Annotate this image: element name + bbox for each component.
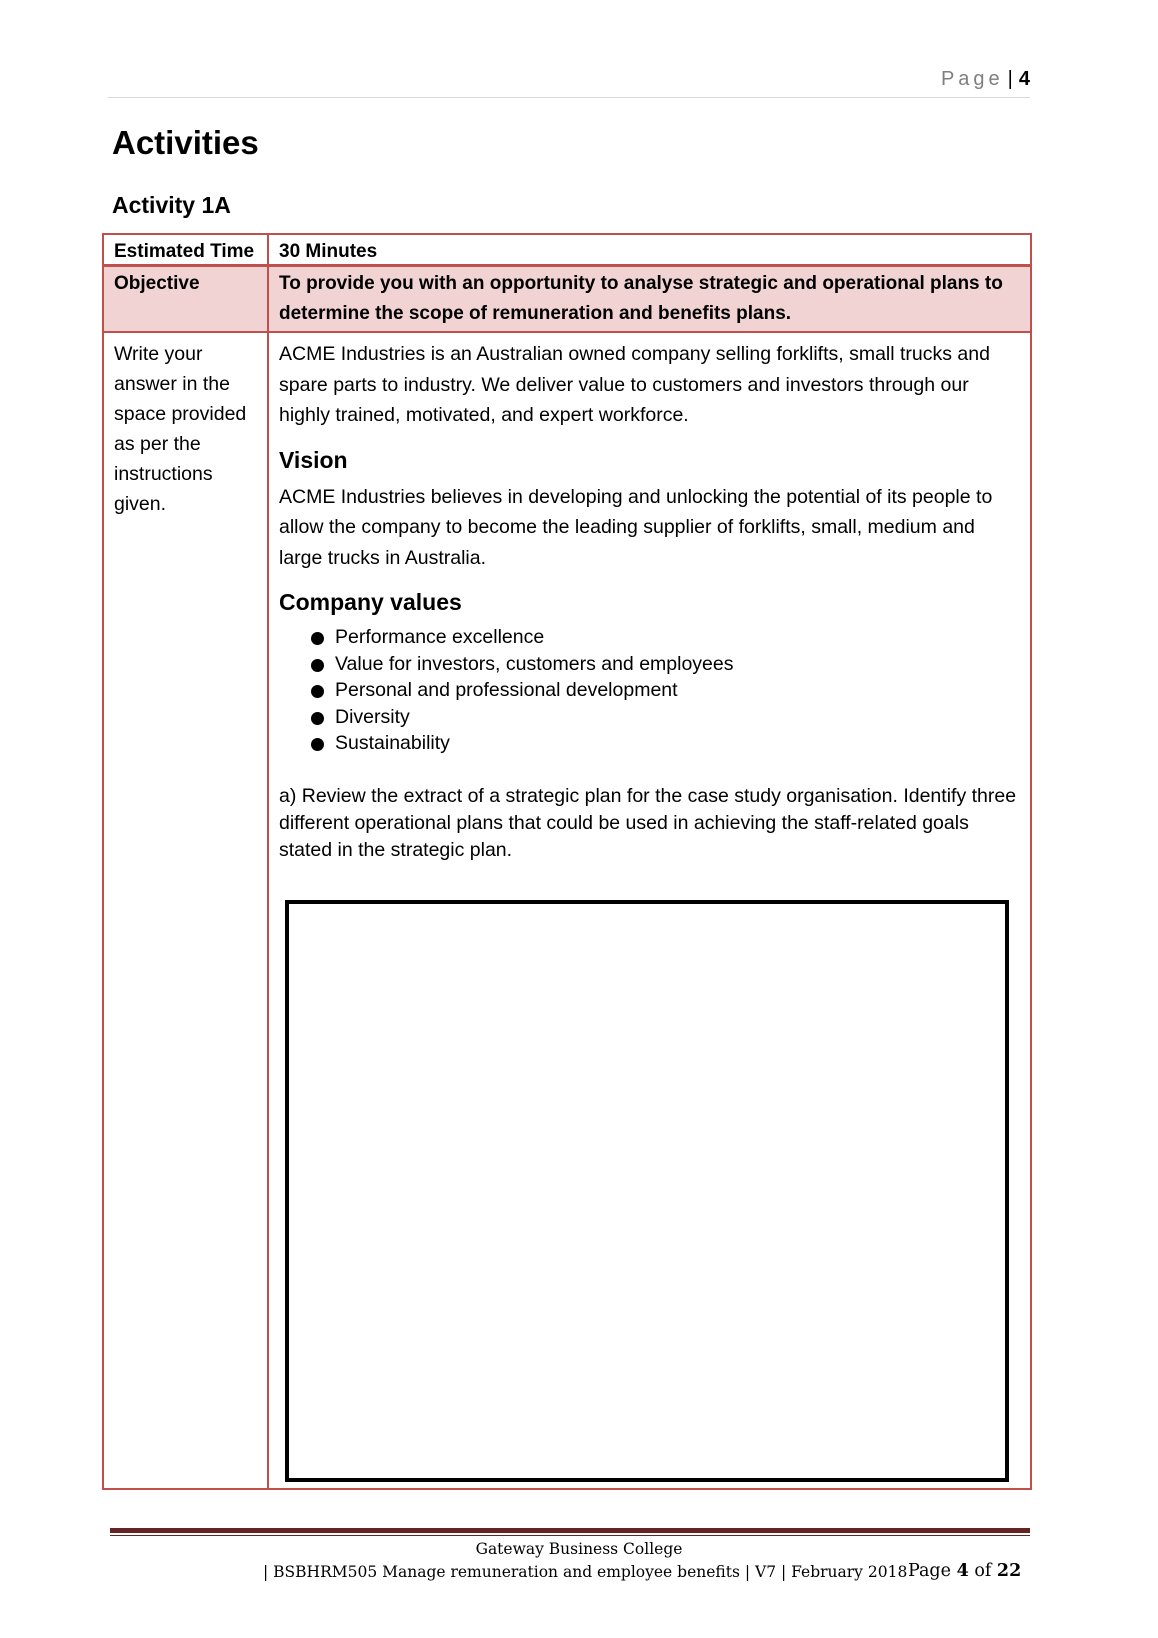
footer-divider-thick xyxy=(110,1528,1030,1533)
page-separator: | xyxy=(1007,68,1013,90)
objective-text: To provide you with an opportunity to analyse strategic and operational plans to determine the scope of remuneration and benefits plans. xyxy=(267,267,1030,331)
list-item: Performance excellence xyxy=(311,624,1020,651)
page-title: Activities xyxy=(112,124,259,161)
footer-divider-thin xyxy=(110,1535,1030,1536)
footer-page-count: Page 4 of 22 xyxy=(908,1561,1022,1581)
page-header-number xyxy=(941,68,1030,91)
footer-college-name: Gateway Business College xyxy=(475,1540,683,1558)
list-item: Sustainability xyxy=(311,730,1020,757)
case-study-content xyxy=(267,333,1030,1488)
list-item: Diversity xyxy=(311,704,1020,731)
list-item: Value for investors, customers and employees xyxy=(311,651,1020,678)
objective-label: Objective xyxy=(114,273,200,294)
company-values-heading: Company values xyxy=(279,589,462,615)
company-intro: ACME Industries is an Australian owned company selling forklifts, small trucks and spare parts to industry. We deliver value to customers and investors through our highly trained, motivated, and expert workforce. xyxy=(279,343,990,426)
instruction-text: Write your answer in the space provided as per the instructions given. xyxy=(114,343,247,515)
estimated-time-value: 30 Minutes xyxy=(267,235,1030,264)
header-divider xyxy=(108,97,1030,98)
page-label: Page xyxy=(940,68,1004,90)
bullet-icon xyxy=(311,659,324,672)
activity-body-row xyxy=(104,333,1030,1488)
bullet-icon xyxy=(311,632,324,645)
estimated-time-label: Estimated Time xyxy=(114,241,255,262)
activity-heading: Activity 1A xyxy=(112,192,231,218)
bullet-icon xyxy=(311,712,324,725)
footer-course-info: | BSBHRM505 Manage remuneration and employee benefits | V7 | February 2018 xyxy=(263,1563,908,1581)
bullet-icon xyxy=(311,738,324,751)
vision-text: ACME Industries believes in developing and unlocking the potential of its people to allow the company to become the leading supplier of forklifts, small, medium and large trucks in Australia. xyxy=(279,485,993,569)
list-item: Personal and professional development xyxy=(311,677,1020,704)
objective-row xyxy=(104,267,1030,333)
estimated-time-row xyxy=(104,235,1030,267)
company-values-list xyxy=(311,624,1020,757)
answer-input-box[interactable] xyxy=(285,900,1009,1482)
page-number: 4 xyxy=(1018,68,1030,90)
vision-heading: Vision xyxy=(279,446,348,473)
activity-table xyxy=(102,233,1032,1490)
bullet-icon xyxy=(311,685,324,698)
question-a: a) Review the extract of a strategic plan for the case study organisation. Identify three different operational plans that could be used in achieving the staff-related goals stated in the strategic plan. xyxy=(279,784,1017,861)
